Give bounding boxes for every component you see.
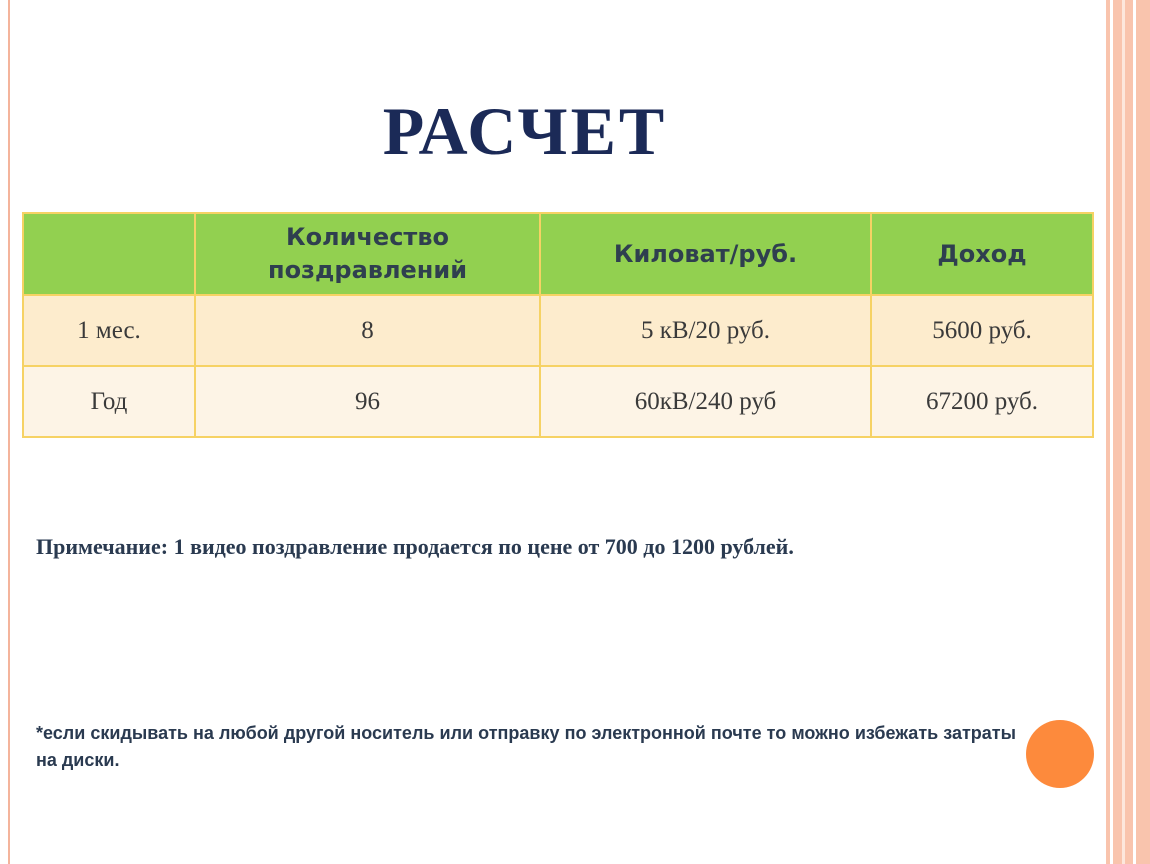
row-count-cell: 96 (195, 366, 540, 437)
table-header-row (23, 213, 1093, 295)
header-cell-income: Доход (871, 213, 1093, 295)
row-kilowatt-cell: 5 кВ/20 руб. (540, 295, 871, 366)
header-cell-kilowatt: Киловат/руб. (540, 213, 871, 295)
row-period-cell: Год (23, 366, 195, 437)
calculation-table (22, 212, 1094, 438)
table-row (23, 366, 1093, 437)
decorative-stripes (1100, 0, 1150, 864)
row-count-cell: 8 (195, 295, 540, 366)
disk-footnote: *если скидывать на любой другой носитель или отправку по электронной почте то можно избежать затраты на диски. (36, 723, 1016, 770)
slide-title: РАСЧЕТ (382, 93, 668, 169)
price-note: Примечание: 1 видео поздравление продается по цене от 700 до 1200 рублей. (36, 534, 794, 559)
row-income-cell: 67200 руб. (871, 366, 1093, 437)
table-row (23, 295, 1093, 366)
row-income-cell: 5600 руб. (871, 295, 1093, 366)
row-kilowatt-cell: 60кВ/240 руб (540, 366, 871, 437)
orange-circle-decoration (1026, 720, 1094, 788)
header-cell-empty (23, 213, 195, 295)
row-period-cell: 1 мес. (23, 295, 195, 366)
header-cell-count: Количество поздравлений (195, 213, 540, 295)
